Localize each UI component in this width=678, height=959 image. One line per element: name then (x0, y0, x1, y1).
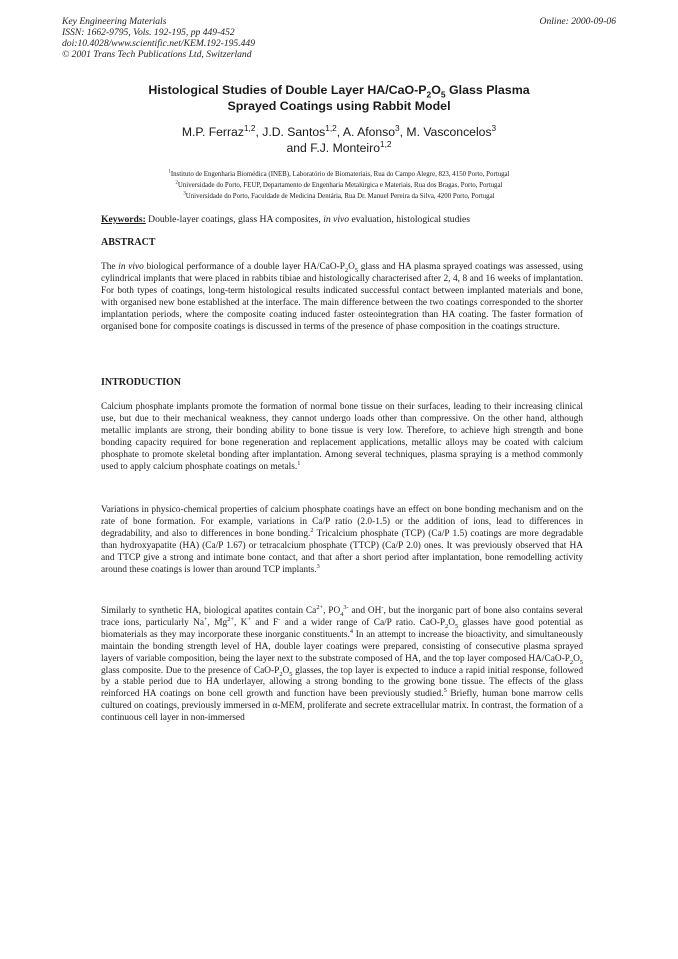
paper-title (70, 82, 608, 114)
affiliation-3: $^3$Universidade do Porto, Faculdade de Medicina Dentária, Rua Dr. Manuel Pereira da Silva, 4200 Porto, Portugal (183, 191, 495, 200)
author-line-2: and F.J. Monteiro$^{1,2}$ (286, 138, 392, 155)
title-line-1: Histological Studies of Double Layer $HA/CaO-P_2O_5$ Glass Plasma (148, 83, 530, 100)
introduction-heading: INTRODUCTION (101, 377, 182, 388)
abstract-heading: ABSTRACT (101, 237, 156, 248)
title-line-2: Sprayed Coatings using Rabbit Model (227, 99, 451, 113)
affiliations (70, 169, 608, 202)
affiliation-2: $^2$Universidade do Porto, FEUP, Departamento de Engenharia Metalúrgica e Materiais, Rua dos Bragas, Porto, Portugal (175, 180, 503, 189)
keywords-label: Keywords: (101, 214, 146, 225)
intro-paragraph-2: Variations in physico-chemical properties of calcium phosphate coatings have an effect on bone bonding mechanism and on the rate of bone formation. For example, variations in Ca/P ratio (2.0-1.5) or the addition of ions, lead to differences in degradability, and also to differences in bone bonding.$^2$ Tricalcium phosphate (TCP) (Ca/P 1.5) coatings are more degradable than hydroxyapatite (HA) (Ca/P 1.67) or tetracalcium phosphate (TTCP) (Ca/P 2.0) ones. It was previously observed that HA and TTCP give a strong and intimate bone contact, and that after a short period after implantation, bone remodelling activity around these coatings is lower than around TCP implants.$^3$ (101, 505, 583, 575)
doi-line: doi:10.4028/www.scientific.net/KEM.192-195.449 (62, 38, 256, 49)
abstract-paragraph: The in vivo biological performance of a double layer $HA/CaO-P_2O_5$ glass and HA plasma sprayed coatings was assessed, using cylindrical implants that were placed in rabbits tibiae and histologically characterised after 2, 4, 8 and 16 weeks of implantation. For both types of coatings, long-term histological results indicated successful contact between implanted materials and bone, with organised new bone established at the interface. The main difference between the two coatings corresponded to the shorter implantation periods, where the composite coating induced faster osteointegration than HA coating. The faster formation of organised bone for composite coatings is discussed in terms of the presence of phase composition in the coatings structure. (101, 262, 583, 332)
affiliation-1: $^1$Instituto de Engenharia Biomédica (INEB), Laboratório de Biomateriais, Rua do Campo Alegre, 823, 4150 Porto, Portugal (168, 169, 510, 178)
online-date: Online: 2000-09-06 (539, 16, 616, 27)
copyright-line: © 2001 Trans Tech Publications Ltd, Switzerland (62, 49, 252, 60)
author-list (70, 124, 608, 156)
journal-header (62, 16, 255, 60)
issn-line: ISSN: 1662-9795, Vols. 192-195, pp 449-452 (62, 27, 235, 38)
author-line-1: M.P. Ferraz$^{1,2}$, J.D. Santos$^{1,2}$, A. Afonso$^3$, M. Vasconcelos$^3$ (181, 122, 497, 139)
journal-name: Key Engineering Materials (62, 16, 167, 27)
intro-paragraph-1: Calcium phosphate implants promote the formation of normal bone tissue on their surfaces, leading to their increasing clinical use, but due to their mechanical weakness, they cannot undergo loads other than compressive. On the other hand, although metallic implants are strong, their bonding ability to bone tissue is very low. Therefore, to achieve high strength and bone bonding capacity required for bone regeneration and replacement applications, metallic alloys may be coated with calcium phosphate to promote skeletal bonding after implantation. Among several techniques, plasma spraying is a method commonly used to apply calcium phosphate coatings on metals.$^1$ (101, 402, 583, 472)
keywords: Keywords: Double-layer coatings, glass HA composites, in vivo evaluation, histological studies (101, 214, 471, 225)
intro-paragraph-3: Similarly to synthetic HA, biological apatites contain $Ca^{2+}$, $PO_4^{3-}$ and OH-, but the inorganic part of bone also contains several trace ions, particularly Na+, $Mg^{2+}$, K+ and F- and a wider range of Ca/P ratio. CaO-$P_2O_5$ glasses have good potential as biomaterials as they may incorporate these inorganic constituents.$^4$ In an attempt to increase the bioactivity, and simultaneously maintain the bonding strength level of HA, double layer coatings were prepared, consisting of consecutive plasma sprayed layers of variable composition, being the layer next to the substrate composed of HA, and the top layer composed $HA/CaO-P_2O_5$ glass composite. Due to the presence of CaO-$P_2O_5$ glasses, the top layer is expected to induce a rapid initial response, followed by a stable period due to HA underlayer, allowing a strong bonding to the growing bone tissue. The effects of the glass reinforced HA coatings on bone cell growth and function have been previously studied.$^5$ Briefly, human bone marrow cells cultured on coatings, previously immersed in α-MEM, proliferate and secrete extracellular matrix. In contrast, the formation of a continuous cell layer in non-immersed (101, 603, 584, 724)
